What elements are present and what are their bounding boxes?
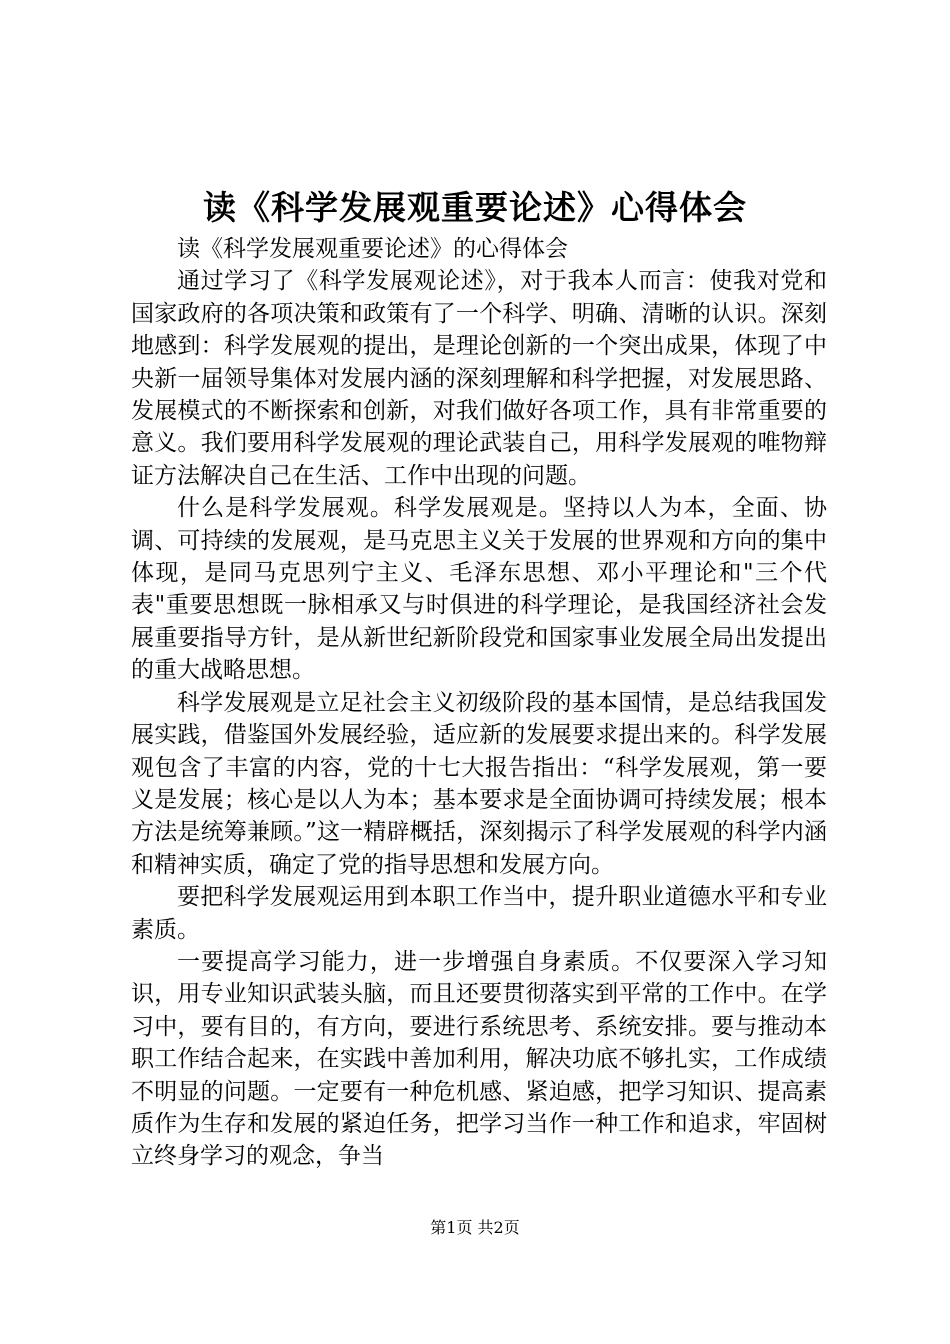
document-title: 读《科学发展观重要论述》心得体会 — [203, 188, 747, 227]
paragraph: 通过学习了《科学发展观论述》，对于我本人而言：使我对党和国家政府的各项决策和政策有了一个科学、明确、清晰的认识。深刻地感到：科学发展观的提出，是理论创新的一个突出成果，体现了中央新一届领导集体对发展内涵的深刻理解和科学把握，对发展思路、发展模式的不断探索和创新，对我们做好各项工作，具有非常重要的意义。我们要用科学发展观的理论武装自己，用科学发展观的唯物辩证方法解决自己在生活、工作中出现的问题。 — [131, 268, 827, 489]
paragraph: 科学发展观是立足社会主义初级阶段的基本国情，是总结我国发展实践，借鉴国外发展经验，适应新的发展要求提出来的。科学发展观包含了丰富的内容，党的十七大报告指出：“科学发展观，第一要义是发展；核心是以人为本；基本要求是全面协调可持续发展；根本方法是统筹兼顾。”这一精辟概括，深刻揭示了科学发展观的科学内涵和精神实质，确定了党的指导思想和发展方向。 — [131, 689, 827, 878]
paragraph: 要把科学发展观运用到本职工作当中，提升职业道德水平和专业素质。 — [131, 884, 827, 943]
page-footer: 第1页 共2页 — [430, 1218, 520, 1237]
document-body — [131, 233, 827, 1173]
paragraph-subtitle: 读《科学发展观重要论述》的心得体会 — [177, 236, 568, 262]
paragraph: 什么是科学发展观。科学发展观是。坚持以人为本，全面、协调、可持续的发展观，是马克思主义关于发展的世界观和方向的集中体现，是同马克思列宁主义、毛泽东思想、邓小平理论和"三个代表"重要思想既一脉相承又与时俱进的科学理论，是我国经济社会发展重要指导方针，是从新世纪新阶段党和国家事业发展全局出发提出的重大战略思想。 — [131, 495, 827, 684]
paragraph: 一要提高学习能力，进一步增强自身素质。不仅要深入学习知识，用专业知识武装头脑，而且还要贯彻落实到平常的工作中。在学习中，要有目的，有方向，要进行系统思考、系统安排。要与推动本职工作结合起来，在实践中善加利用，解决功底不够扎实，工作成绩不明显的问题。一定要有一种危机感、紧迫感，把学习知识、提高素质作为生存和发展的紧迫任务，把学习当作一种工作和追求，牢固树立终身学习的观念，争当 — [131, 948, 827, 1170]
